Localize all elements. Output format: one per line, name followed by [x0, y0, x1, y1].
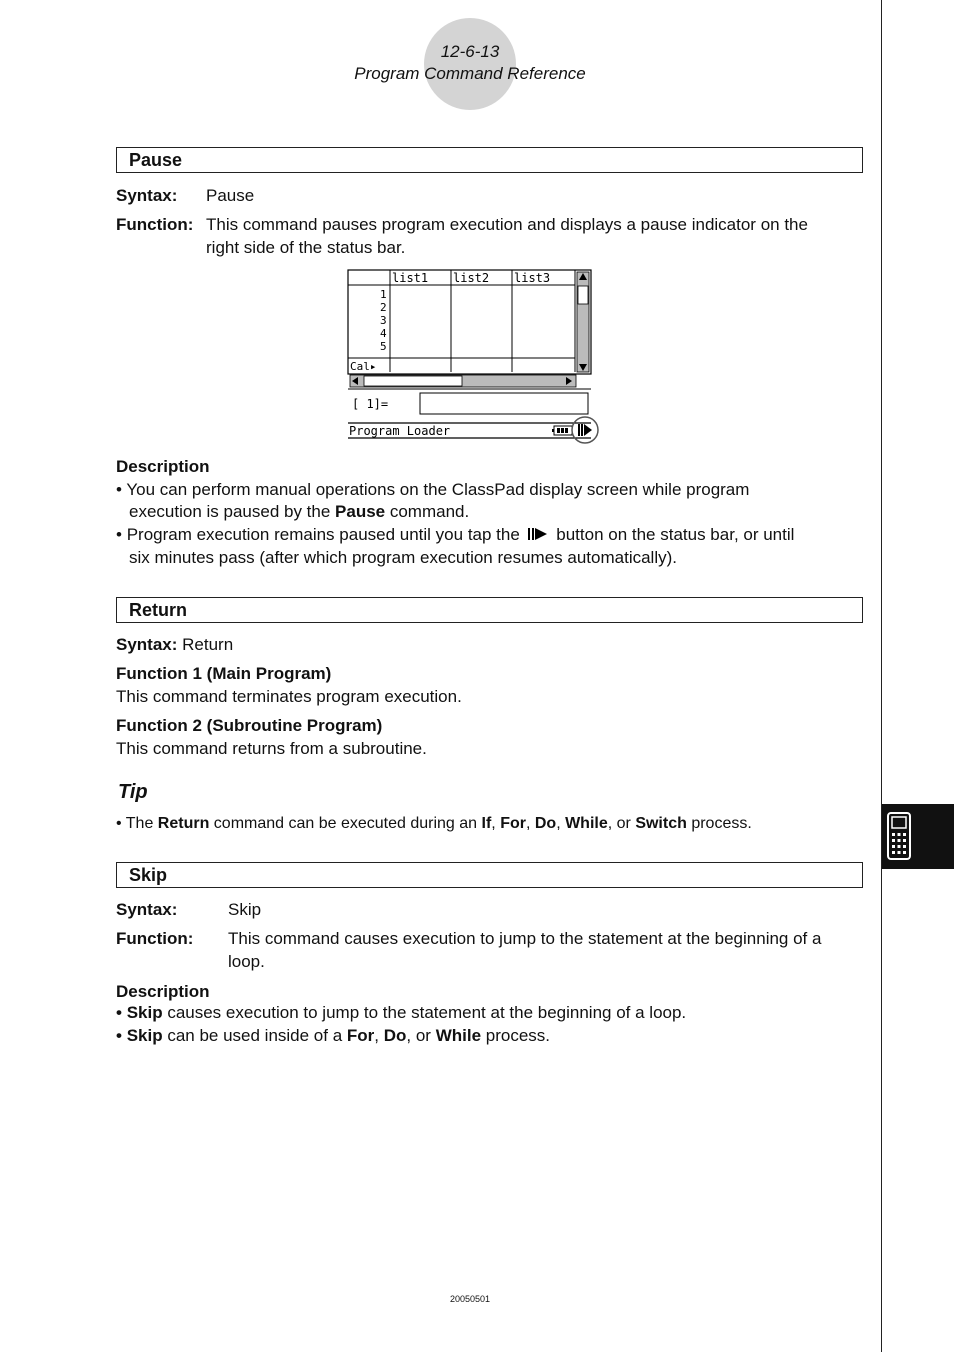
- footer-code: 20050501: [449, 1294, 491, 1304]
- pause-syntax-value: Pause: [206, 186, 255, 205]
- battery-icon: [552, 426, 572, 435]
- screen-cal-label: Cal▸: [350, 360, 377, 373]
- pause-section-heading: [116, 147, 863, 173]
- skip-function-label: Function:: [116, 929, 194, 948]
- pause-bullet-2: • Program execution remains paused until you tap the button on the status bar, or until: [116, 525, 795, 544]
- pause-indicator-icon[interactable]: [578, 424, 592, 436]
- classpad-screenshot: [346, 268, 602, 446]
- page-edge-rule: [881, 0, 882, 1352]
- pause-description-heading: Description: [116, 457, 210, 476]
- pause-function-line1: This command pauses program execution and displays a pause indicator on the: [206, 215, 808, 234]
- chapter-tab: [882, 804, 954, 869]
- pause-heading-text: Pause: [129, 150, 183, 170]
- skip-bullet-2: • Skip can be used inside of a For, Do, or While process.: [116, 1026, 551, 1045]
- calculator-icon: [887, 812, 911, 860]
- pause-function-line2: right side of the status bar.: [206, 238, 406, 257]
- page-header-title: Program Command Reference: [354, 64, 586, 83]
- screen-row-4: 4: [380, 327, 387, 340]
- skip-section-heading: [116, 862, 863, 888]
- screen-status-text: Program Loader: [349, 424, 451, 438]
- return-function2-heading: Function 2 (Subroutine Program): [116, 716, 383, 735]
- pause-bullet-1: • You can perform manual operations on the ClassPad display screen while program: [116, 480, 750, 499]
- pause-bullet-2-line2: six minutes pass (after which program execution resumes automatically).: [129, 548, 677, 567]
- skip-syntax-label: Syntax:: [116, 900, 178, 919]
- skip-bullet-1: • Skip causes execution to jump to the statement at the beginning of a loop.: [116, 1003, 687, 1022]
- skip-syntax-value: Skip: [228, 900, 262, 919]
- skip-description-heading: Description: [116, 982, 210, 1001]
- screen-row-5: 5: [380, 340, 387, 353]
- screen-col-1: list1: [392, 271, 429, 285]
- return-syntax: Syntax: Return: [116, 635, 234, 654]
- skip-heading-text: Skip: [129, 865, 168, 885]
- return-function2-text: This command returns from a subroutine.: [116, 739, 427, 758]
- pause-bullet-1-line2: execution is paused by the Pause command.: [129, 502, 470, 521]
- return-heading-text: Return: [129, 600, 187, 620]
- page-number: 12-6-13: [440, 42, 500, 61]
- return-function1-text: This command terminates program execution.: [116, 687, 462, 706]
- screen-cell-label: [ 1]=: [352, 397, 389, 411]
- screen-row-3: 3: [380, 314, 387, 327]
- screen-row-2: 2: [380, 301, 387, 314]
- pause-button-icon: [527, 527, 549, 541]
- tip-label: Tip: [118, 781, 148, 803]
- skip-function-line2: loop.: [228, 952, 265, 971]
- pause-function-label: Function:: [116, 215, 194, 234]
- screen-row-1: 1: [380, 288, 387, 301]
- return-section-heading: [116, 597, 863, 623]
- screen-col-2: list2: [453, 271, 490, 285]
- return-function1-heading: Function 1 (Main Program): [116, 664, 332, 683]
- screen-col-3: list3: [514, 271, 551, 285]
- skip-function-line1: This command causes execution to jump to the statement at the beginning of a: [228, 929, 822, 948]
- tip-bullet: • The Return command can be executed during an If, For, Do, While, or Switch process.: [116, 815, 752, 832]
- pause-syntax-label: Syntax:: [116, 186, 178, 205]
